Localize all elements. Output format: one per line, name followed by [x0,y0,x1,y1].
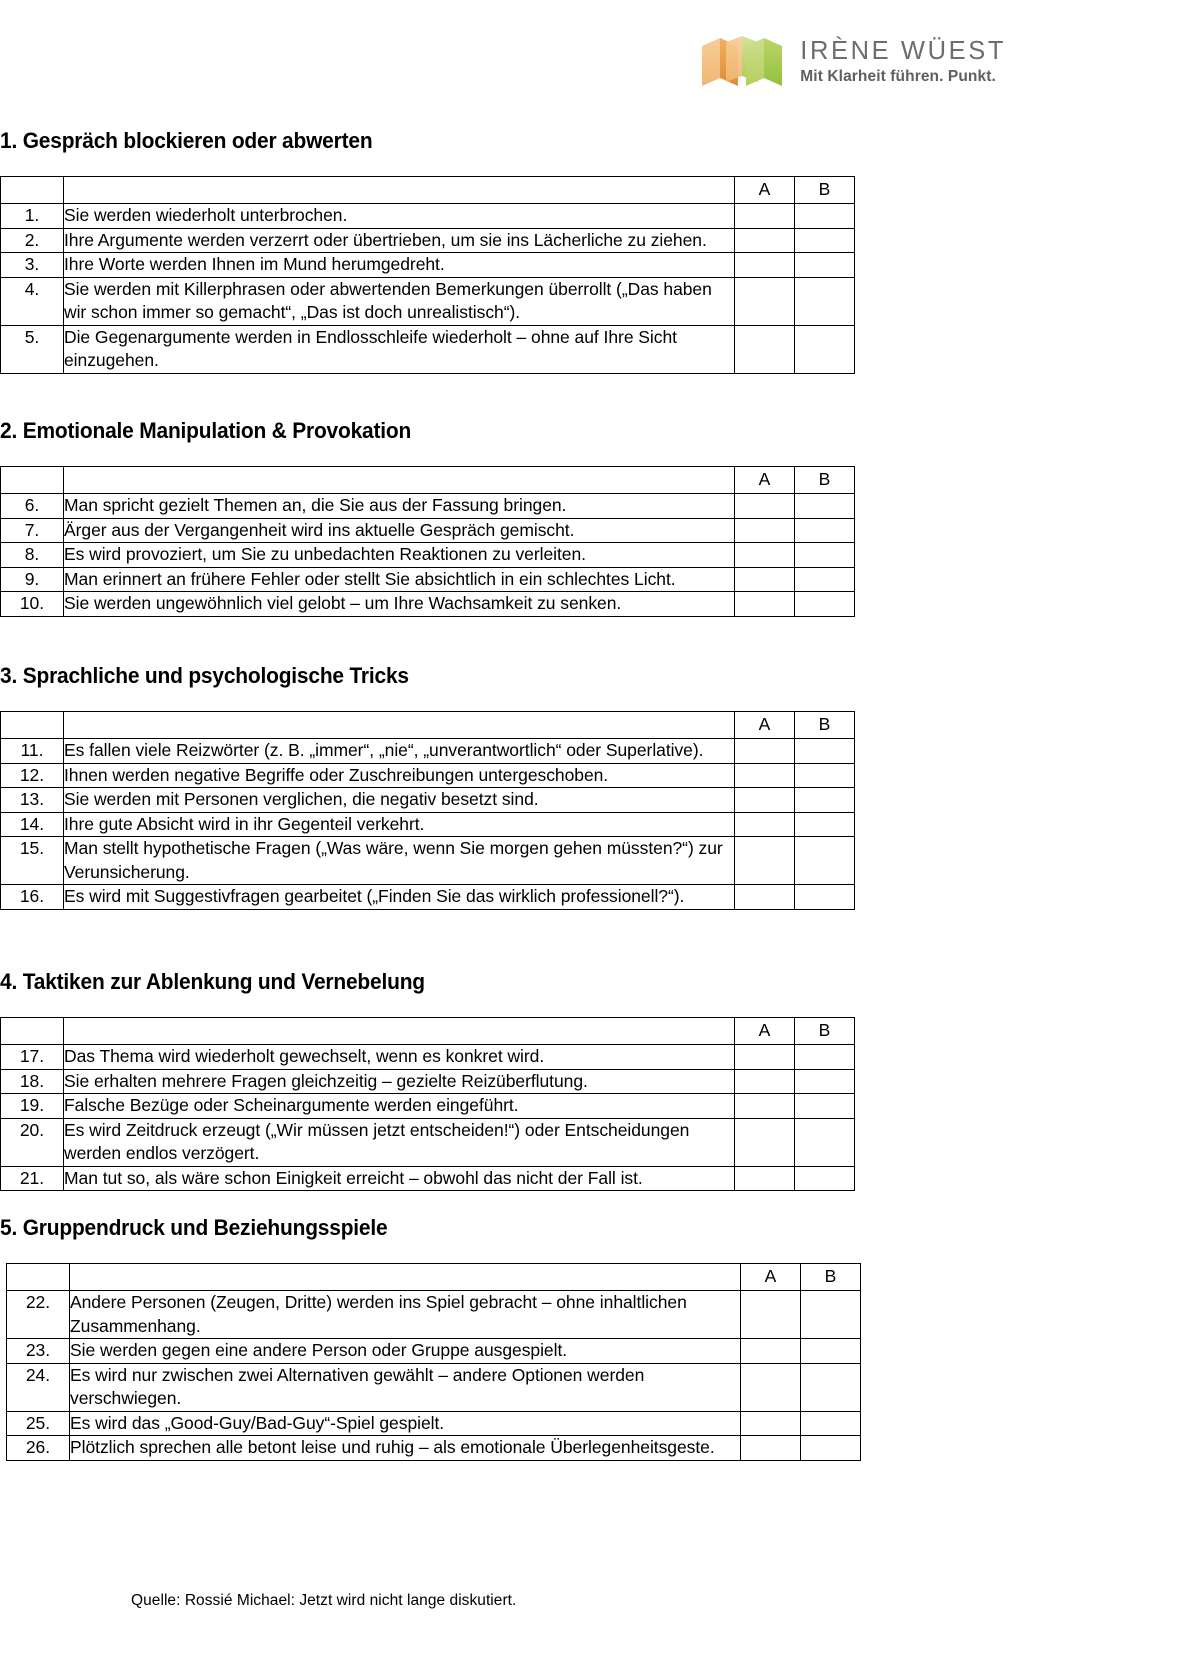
table-header-row [1,1018,855,1045]
section-title: 2. Emotionale Manipulation & Provokation [0,418,412,443]
row-statement: Plötzlich sprechen alle betont leise und ruhig – als emotionale Überlegenheitsgeste. [70,1436,741,1461]
row-statement: Ihre gute Absicht wird in ihr Gegenteil verkehrt. [64,812,735,837]
row-statement: Sie werden ungewöhnlich viel gelobt – um Ihre Wachsamkeit zu senken. [64,592,735,617]
checklist-table-5 [6,1263,861,1461]
checkbox-cell-b[interactable] [795,204,855,229]
checkbox-cell-a[interactable] [735,1166,795,1191]
table-row [1,518,855,543]
table-row [1,1045,855,1070]
header-number-cell [1,467,64,494]
checkbox-cell-a[interactable] [741,1363,801,1411]
row-number: 9. [1,567,64,592]
checkbox-cell-a[interactable] [735,1094,795,1119]
header-col-b: B [795,177,855,204]
header-col-b: B [795,712,855,739]
header-col-a: A [735,177,795,204]
row-number: 17. [1,1045,64,1070]
checkbox-cell-a[interactable] [735,325,795,373]
header-statement-cell [64,177,735,204]
checkbox-cell-b[interactable] [795,1094,855,1119]
row-number: 25. [7,1411,70,1436]
checkbox-cell-b[interactable] [801,1363,861,1411]
row-number: 3. [1,253,64,278]
checklist-table-2 [0,466,855,617]
checkbox-cell-b[interactable] [795,1118,855,1166]
header-statement-cell [64,712,735,739]
table-row [1,885,855,910]
row-number: 18. [1,1069,64,1094]
checkbox-cell-b[interactable] [801,1411,861,1436]
checkbox-cell-a[interactable] [741,1436,801,1461]
checkbox-cell-b[interactable] [795,494,855,519]
checkbox-cell-b[interactable] [795,763,855,788]
section-2 [0,418,855,617]
row-statement: Es wird Zeitdruck erzeugt („Wir müssen jetzt entscheiden!“) oder Entscheidungen werden endlos verzögert. [64,1118,735,1166]
table-row [1,812,855,837]
row-number: 11. [1,739,64,764]
section-3 [0,663,855,910]
header-col-a: A [735,1018,795,1045]
table-row [7,1339,861,1364]
checkbox-cell-b[interactable] [801,1291,861,1339]
section-title: 1. Gespräch blockieren oder abwerten [0,128,373,153]
row-number: 20. [1,1118,64,1166]
row-number: 12. [1,763,64,788]
checkbox-cell-b[interactable] [801,1436,861,1461]
row-statement: Es wird nur zwischen zwei Alternativen gewählt – andere Optionen werden verschwiegen. [70,1363,741,1411]
header-statement-cell [64,1018,735,1045]
row-statement: Ihre Worte werden Ihnen im Mund herumgedreht. [64,253,735,278]
row-statement: Das Thema wird wiederholt gewechselt, wenn es konkret wird. [64,1045,735,1070]
checkbox-cell-a[interactable] [735,567,795,592]
row-statement: Sie werden mit Personen verglichen, die negativ besetzt sind. [64,788,735,813]
checkbox-cell-a[interactable] [741,1339,801,1364]
section-5 [0,1215,861,1461]
row-statement: Andere Personen (Zeugen, Dritte) werden ins Spiel gebracht – ohne inhaltlichen Zusammenhang. [70,1291,741,1339]
table-row [1,567,855,592]
row-statement: Falsche Bezüge oder Scheinargumente werden eingeführt. [64,1094,735,1119]
row-statement: Es fallen viele Reizwörter (z. B. „immer“, „nie“, „unverantwortlich“ oder Superlative). [64,739,735,764]
table-row [1,1094,855,1119]
checkbox-cell-b[interactable] [795,253,855,278]
checkbox-cell-b[interactable] [795,837,855,885]
table-row [1,739,855,764]
checkbox-cell-a[interactable] [741,1411,801,1436]
checkbox-cell-a[interactable] [735,739,795,764]
row-statement: Sie werden wiederholt unterbrochen. [64,204,735,229]
table-row [1,1069,855,1094]
row-number: 1. [1,204,64,229]
checkbox-cell-a[interactable] [735,518,795,543]
table-row [1,494,855,519]
brand-logo [700,32,1006,90]
row-statement: Man tut so, als wäre schon Einigkeit erreicht – obwohl das nicht der Fall ist. [64,1166,735,1191]
table-row [1,325,855,373]
table-row [7,1363,861,1411]
section-title: 4. Taktiken zur Ablenkung und Vernebelung [0,969,425,994]
checkbox-cell-a[interactable] [735,204,795,229]
table-row [1,788,855,813]
header-number-cell [1,712,64,739]
header-number-cell [7,1264,70,1291]
checkbox-cell-b[interactable] [795,592,855,617]
table-row [1,228,855,253]
row-number: 22. [7,1291,70,1339]
header-statement-cell [64,467,735,494]
row-statement: Es wird mit Suggestivfragen gearbeitet („Finden Sie das wirklich professionell?“). [64,885,735,910]
checkbox-cell-b[interactable] [795,1045,855,1070]
checkbox-cell-b[interactable] [801,1339,861,1364]
checkbox-cell-a[interactable] [735,837,795,885]
brand-tagline: Mit Klarheit führen. Punkt. [800,67,996,85]
row-statement: Ärger aus der Vergangenheit wird ins aktuelle Gespräch gemischt. [64,518,735,543]
checkbox-cell-a[interactable] [735,277,795,325]
row-number: 26. [7,1436,70,1461]
row-number: 10. [1,592,64,617]
table-row [1,592,855,617]
row-number: 21. [1,1166,64,1191]
table-header-row [1,712,855,739]
row-statement: Es wird provoziert, um Sie zu unbedachten Reaktionen zu verleiten. [64,543,735,568]
header-col-b: B [795,467,855,494]
header-number-cell [1,177,64,204]
header-statement-cell [70,1264,741,1291]
open-book-icon [700,32,784,90]
header-col-b: B [801,1264,861,1291]
table-row [1,763,855,788]
source-note: Quelle: Rossié Michael: Jetzt wird nicht lange diskutiert. [131,1592,517,1609]
row-statement: Man erinnert an frühere Fehler oder stellt Sie absichtlich in ein schlechtes Licht. [64,567,735,592]
header-col-a: A [741,1264,801,1291]
row-number: 6. [1,494,64,519]
row-number: 16. [1,885,64,910]
row-number: 19. [1,1094,64,1119]
header-col-a: A [735,467,795,494]
row-number: 8. [1,543,64,568]
table-row [1,543,855,568]
checkbox-cell-a[interactable] [741,1291,801,1339]
row-number: 5. [1,325,64,373]
header-number-cell [1,1018,64,1045]
checkbox-cell-b[interactable] [795,277,855,325]
checkbox-cell-a[interactable] [735,1045,795,1070]
table-row [1,1166,855,1191]
checkbox-cell-b[interactable] [795,788,855,813]
table-row [7,1291,861,1339]
checkbox-cell-a[interactable] [735,788,795,813]
checkbox-cell-a[interactable] [735,253,795,278]
row-statement: Ihre Argumente werden verzerrt oder übertrieben, um sie ins Lächerliche zu ziehen. [64,228,735,253]
checklist-table-3 [0,711,855,910]
checklist-table-1 [0,176,855,374]
row-number: 24. [7,1363,70,1411]
row-number: 15. [1,837,64,885]
checkbox-cell-b[interactable] [795,1069,855,1094]
section-4 [0,969,855,1191]
row-statement: Man spricht gezielt Themen an, die Sie aus der Fassung bringen. [64,494,735,519]
section-title: 5. Gruppendruck und Beziehungsspiele [0,1215,388,1240]
checkbox-cell-a[interactable] [735,812,795,837]
checkbox-cell-b[interactable] [795,812,855,837]
table-header-row [1,467,855,494]
row-number: 4. [1,277,64,325]
table-row [7,1411,861,1436]
brand-name: IRÈNE WÜEST [800,36,1006,65]
checkbox-cell-b[interactable] [795,228,855,253]
checklist-table-4 [0,1017,855,1191]
checkbox-cell-b[interactable] [795,325,855,373]
table-row [1,277,855,325]
table-header-row [1,177,855,204]
row-statement: Sie erhalten mehrere Fragen gleichzeitig – gezielte Reizüberflutung. [64,1069,735,1094]
checkbox-cell-a[interactable] [735,1118,795,1166]
checkbox-cell-b[interactable] [795,518,855,543]
checkbox-cell-a[interactable] [735,1069,795,1094]
row-statement: Ihnen werden negative Begriffe oder Zuschreibungen untergeschoben. [64,763,735,788]
checkbox-cell-b[interactable] [795,1166,855,1191]
row-number: 2. [1,228,64,253]
checkbox-cell-a[interactable] [735,228,795,253]
row-statement: Man stellt hypothetische Fragen („Was wäre, wenn Sie morgen gehen müssten?“) zur Verunsicherung. [64,837,735,885]
checkbox-cell-b[interactable] [795,567,855,592]
table-header-row [7,1264,861,1291]
section-1 [0,128,855,374]
checkbox-cell-a[interactable] [735,494,795,519]
header-col-a: A [735,712,795,739]
checkbox-cell-a[interactable] [735,592,795,617]
section-title: 3. Sprachliche und psychologische Tricks [0,663,409,688]
checkbox-cell-a[interactable] [735,763,795,788]
checkbox-cell-b[interactable] [795,543,855,568]
table-row [1,837,855,885]
table-row [7,1436,861,1461]
row-number: 7. [1,518,64,543]
row-number: 23. [7,1339,70,1364]
header-col-b: B [795,1018,855,1045]
row-statement: Sie werden mit Killerphrasen oder abwertenden Bemerkungen überrollt („Das haben wir schon immer so gemacht“, „Das ist doch unrealistisch“). [64,277,735,325]
table-row [1,253,855,278]
checkbox-cell-a[interactable] [735,885,795,910]
row-statement: Die Gegenargumente werden in Endlosschleife wiederholt – ohne auf Ihre Sicht einzugehen. [64,325,735,373]
checkbox-cell-a[interactable] [735,543,795,568]
row-number: 14. [1,812,64,837]
table-row [1,204,855,229]
row-statement: Sie werden gegen eine andere Person oder Gruppe ausgespielt. [70,1339,741,1364]
table-row [1,1118,855,1166]
checkbox-cell-b[interactable] [795,885,855,910]
row-number: 13. [1,788,64,813]
row-statement: Es wird das „Good-Guy/Bad-Guy“-Spiel gespielt. [70,1411,741,1436]
checkbox-cell-b[interactable] [795,739,855,764]
